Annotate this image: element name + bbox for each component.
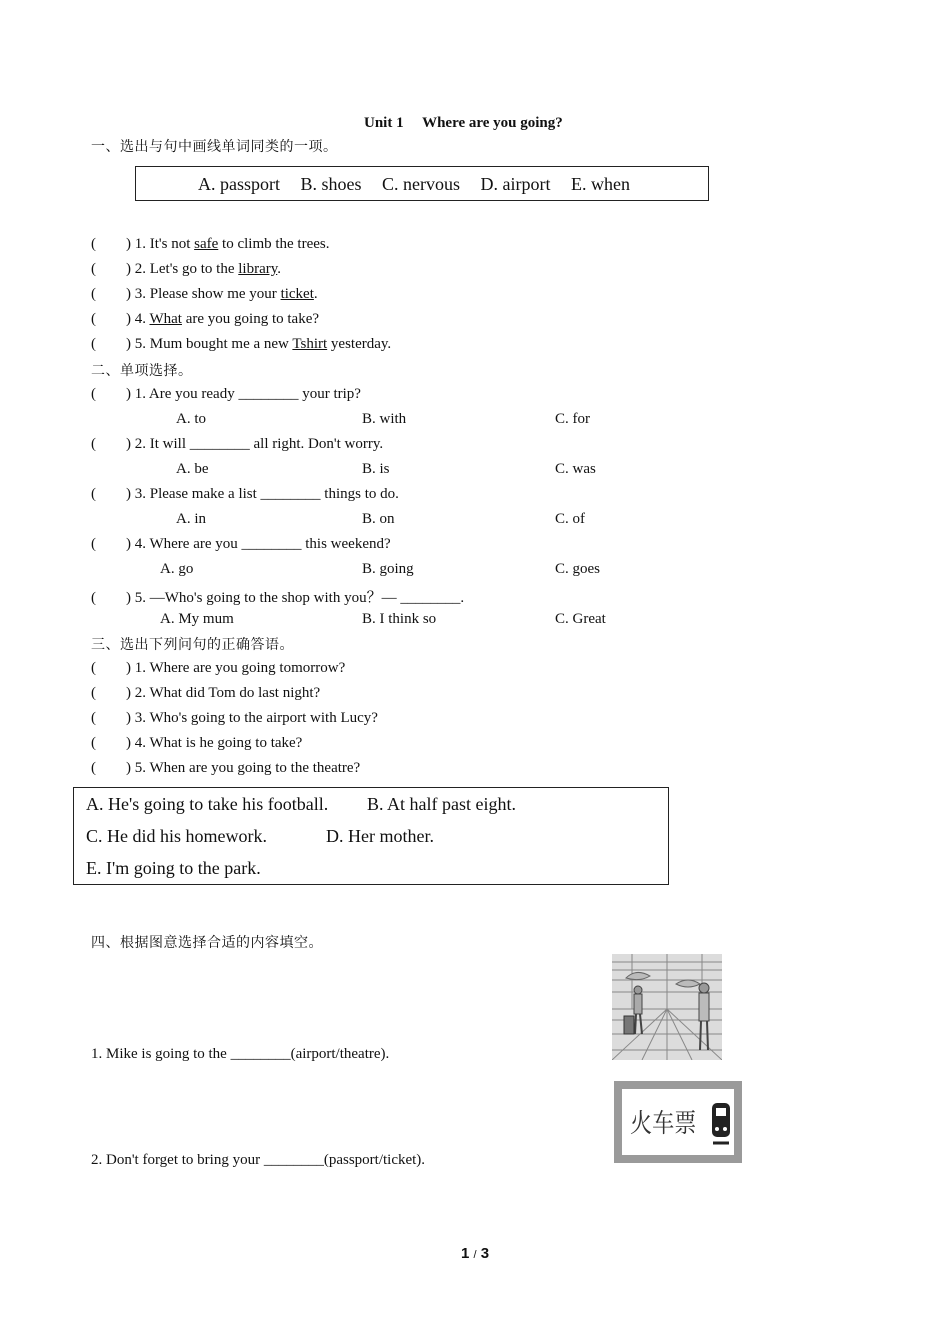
section-1-heading: 一、选出与句中画线单词同类的一项。 — [91, 139, 338, 155]
s2-choice-b: B. with — [362, 411, 407, 427]
page-title: Unit 1 Where are you going? — [364, 115, 563, 131]
s2-question: ( ) 1. Are you ready ________ your trip? — [91, 386, 361, 402]
s2-choice-a: A. My mum — [160, 611, 234, 627]
section-3-heading: 三、选出下列问句的正确答语。 — [91, 637, 294, 653]
page-number — [461, 1245, 489, 1262]
train-icon — [710, 1099, 732, 1145]
s2-question: ( ) 2. It will ________ all right. Don't worry. — [91, 436, 384, 452]
answers-box — [73, 787, 669, 885]
s2-choice-c: C. of — [555, 511, 585, 527]
answer-e: E. I'm going to the park. — [86, 858, 261, 878]
s3-question: ( ) 4. What is he going to take? — [91, 735, 303, 751]
underlined-word: ticket — [280, 286, 314, 302]
s3-question: ( ) 1. Where are you going tomorrow? — [91, 660, 346, 676]
s2-choice-c: C. Great — [555, 611, 606, 627]
answer-b: B. At half past eight. — [367, 794, 516, 814]
s2-choice-c: C. for — [555, 411, 590, 427]
s2-choice-c: C. was — [555, 461, 596, 477]
option-d: D. airport — [480, 174, 551, 194]
word-options-box — [135, 166, 709, 201]
option-e: E. when — [571, 174, 630, 194]
s3-question: ( ) 3. Who's going to the airport with Lucy? — [91, 710, 378, 726]
underlined-word: safe — [194, 236, 219, 252]
airport-illustration — [612, 954, 722, 1060]
s4-question: 2. Don't forget to bring your ________(passport/ticket). — [91, 1152, 426, 1168]
answer-c: C. He did his homework. — [86, 826, 267, 846]
page-current: 1 — [461, 1245, 470, 1262]
page-separator: / — [473, 1249, 477, 1261]
s3-question: ( ) 5. When are you going to the theatre? — [91, 760, 361, 776]
underlined-word: What — [149, 311, 182, 327]
s2-question: ( ) 5. —Who's going to the shop with you？— ________. — [91, 590, 465, 606]
s2-choice-b: B. is — [362, 461, 390, 477]
underlined-word: Tshirt — [292, 336, 328, 352]
s2-choice-b: B. going — [362, 561, 414, 577]
s2-choice-c: C. goes — [555, 561, 600, 577]
s1-question: ( ) 1. It's not safe to climb the trees. — [91, 236, 330, 252]
s2-choice-b: B. on — [362, 511, 395, 527]
underlined-word: library — [238, 261, 278, 277]
answer-a: A. He's going to take his football. — [86, 794, 329, 814]
s1-question: ( ) 2. Let's go to the library. — [91, 261, 282, 277]
option-b: B. shoes — [300, 174, 362, 194]
s2-question: ( ) 3. Please make a list ________ things to do. — [91, 486, 399, 502]
page-total: 3 — [480, 1245, 490, 1262]
ticket-label: 火车票 — [630, 1109, 697, 1139]
s2-choice-a: A. be — [176, 461, 209, 477]
s2-choice-a: A. to — [176, 411, 206, 427]
option-c: C. nervous — [382, 174, 461, 194]
s2-choice-a: A. go — [160, 561, 194, 577]
section-4-heading: 四、根据图意选择合适的内容填空。 — [91, 935, 323, 951]
s2-choice-b: B. I think so — [362, 611, 437, 627]
s3-question: ( ) 2. What did Tom do last night? — [91, 685, 321, 701]
answer-d: D. Her mother. — [326, 826, 434, 846]
train-ticket-illustration — [614, 1081, 742, 1163]
s1-question: ( ) 4. What are you going to take? — [91, 311, 320, 327]
s1-question: ( ) 5. Mum bought me a new Tshirt yesterday. — [91, 336, 392, 352]
section-2-heading: 二、单项选择。 — [91, 363, 193, 379]
s1-question: ( ) 3. Please show me your ticket. — [91, 286, 318, 302]
s4-question: 1. Mike is going to the ________(airport/theatre). — [91, 1046, 390, 1062]
option-a: A. passport — [198, 174, 280, 194]
s2-choice-a: A. in — [176, 511, 206, 527]
s2-question: ( ) 4. Where are you ________ this weekend? — [91, 536, 391, 552]
